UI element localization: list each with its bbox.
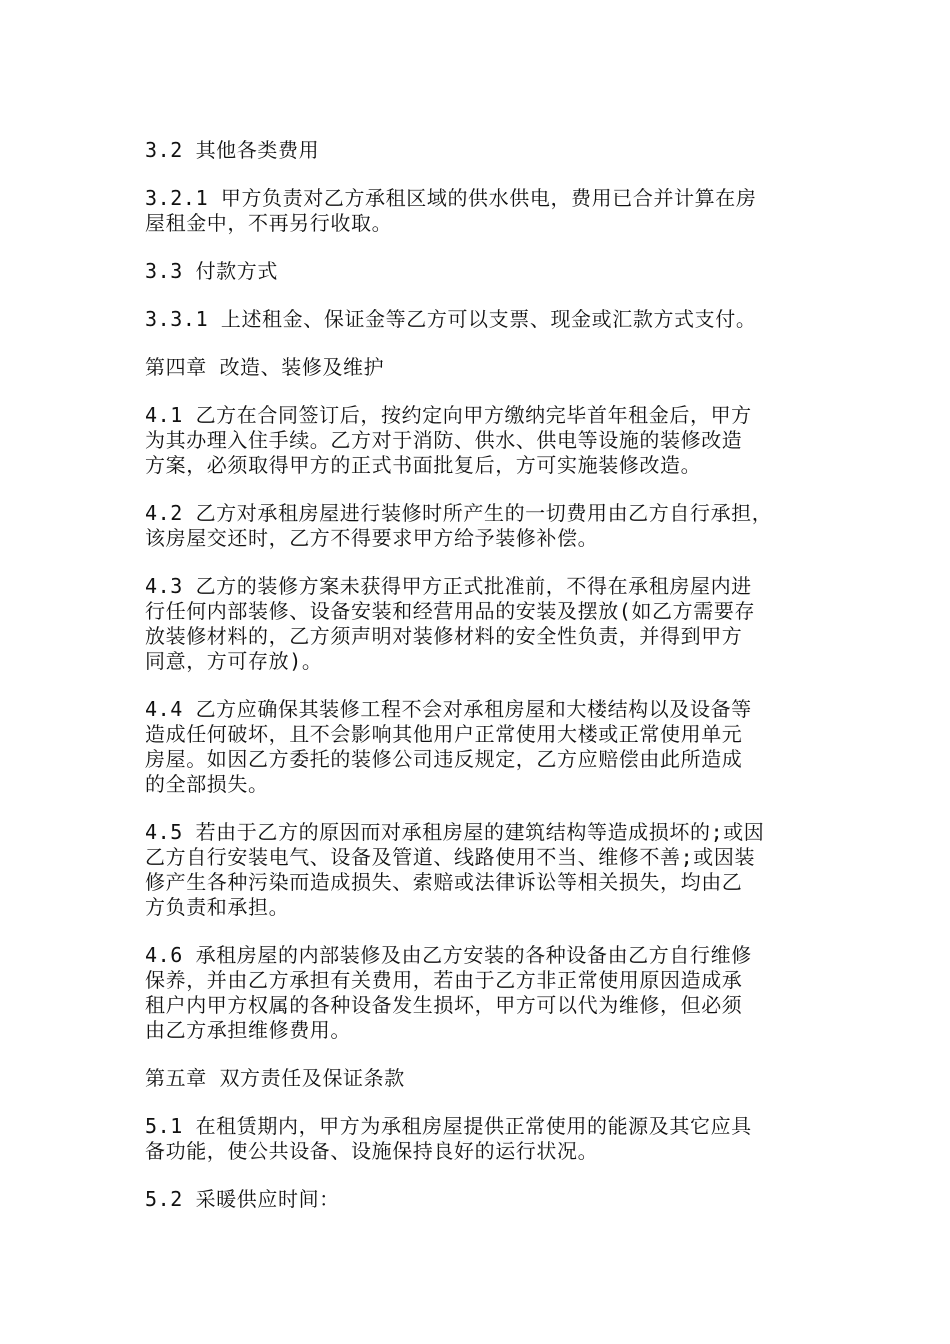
clause-5-1: [145, 1114, 815, 1164]
text-line: 乙方自行安装电气、设备及管道、线路使用不当、维修不善;或因装: [145, 845, 756, 869]
clause-4-3: [145, 574, 815, 674]
text-line: 行任何内部装修、设备安装和经营用品的安装及摆放(如乙方需要存: [145, 599, 756, 623]
text-line: 5.1 在租赁期内，甲方为承租房屋提供正常使用的能源及其它应具: [145, 1114, 752, 1138]
text-line: 5.2 采暖供应时间：: [145, 1187, 340, 1211]
text-line: 同意，方可存放)。: [145, 649, 323, 673]
text-line: 的全部损失。: [145, 772, 269, 796]
section-3-2-heading: [145, 138, 815, 163]
clause-4-4: [145, 697, 815, 797]
clause-4-6: [145, 943, 815, 1043]
clause-3-2-1: [145, 186, 815, 236]
text-line: 3.2.1 甲方负责对乙方承租区域的供水供电，费用已合并计算在房: [145, 186, 757, 210]
text-line: 4.5 若由于乙方的原因而对承租房屋的建筑结构等造成损坏的;或因: [145, 820, 765, 844]
text-line: 为其办理入住手续。乙方对于消防、供水、供电等设施的装修改造: [145, 428, 743, 452]
text-line: 4.6 承租房屋的内部装修及由乙方安装的各种设备由乙方自行维修: [145, 943, 752, 967]
chapter-5-heading: [145, 1066, 815, 1091]
text-line: 方负责和承担。: [145, 895, 290, 919]
text-line: 租户内甲方权属的各种设备发生损坏，甲方可以代为维修，但必须: [145, 993, 743, 1017]
text-line: 4.3 乙方的装修方案未获得甲方正式批准前，不得在承租房屋内进: [145, 574, 752, 598]
text-line: 3.2 其他各类费用: [145, 138, 320, 162]
text-line: 方案，必须取得甲方的正式书面批复后，方可实施装修改造。: [145, 453, 702, 477]
text-line: 房屋。如因乙方委托的装修公司违反规定，乙方应赔偿由此所造成: [145, 747, 743, 771]
text-line: 造成任何破坏，且不会影响其他用户正常使用大楼或正常使用单元: [145, 722, 743, 746]
section-3-3-heading: [145, 259, 815, 284]
text-line: 备功能，使公共设备、设施保持良好的运行状况。: [145, 1139, 599, 1163]
clause-4-2: [145, 501, 815, 551]
text-line: 该房屋交还时，乙方不得要求甲方给予装修补偿。: [145, 526, 599, 550]
clause-4-5: [145, 820, 815, 920]
text-line: 修产生各种污染而造成损失、索赔或法律诉讼等相关损失，均由乙: [145, 870, 743, 894]
chapter-4-heading: [145, 355, 815, 380]
clause-3-3-1: [145, 307, 815, 332]
text-line: 4.4 乙方应确保其装修工程不会对承租房屋和大楼结构以及设备等: [145, 697, 752, 721]
text-line: 4.2 乙方对承租房屋进行装修时所产生的一切费用由乙方自行承担，: [145, 501, 773, 525]
clause-4-1: [145, 403, 815, 478]
text-line: 第四章 改造、装修及维护: [145, 355, 385, 379]
text-line: 放装修材料的，乙方须声明对装修材料的安全性负责，并得到甲方: [145, 624, 743, 648]
clause-5-2: [145, 1187, 815, 1212]
text-line: 3.3 付款方式: [145, 259, 278, 283]
text-line: 由乙方承担维修费用。: [145, 1018, 351, 1042]
text-line: 第五章 双方责任及保证条款: [145, 1066, 405, 1090]
text-line: 4.1 乙方在合同签订后，按约定向甲方缴纳完毕首年租金后，甲方: [145, 403, 752, 427]
text-line: 3.3.1 上述租金、保证金等乙方可以支票、现金或汇款方式支付。: [145, 307, 757, 331]
document-page: [145, 138, 815, 1235]
text-line: 保养，并由乙方承担有关费用，若由于乙方非正常使用原因造成承: [145, 968, 743, 992]
text-line: 屋租金中，不再另行收取。: [145, 211, 393, 235]
